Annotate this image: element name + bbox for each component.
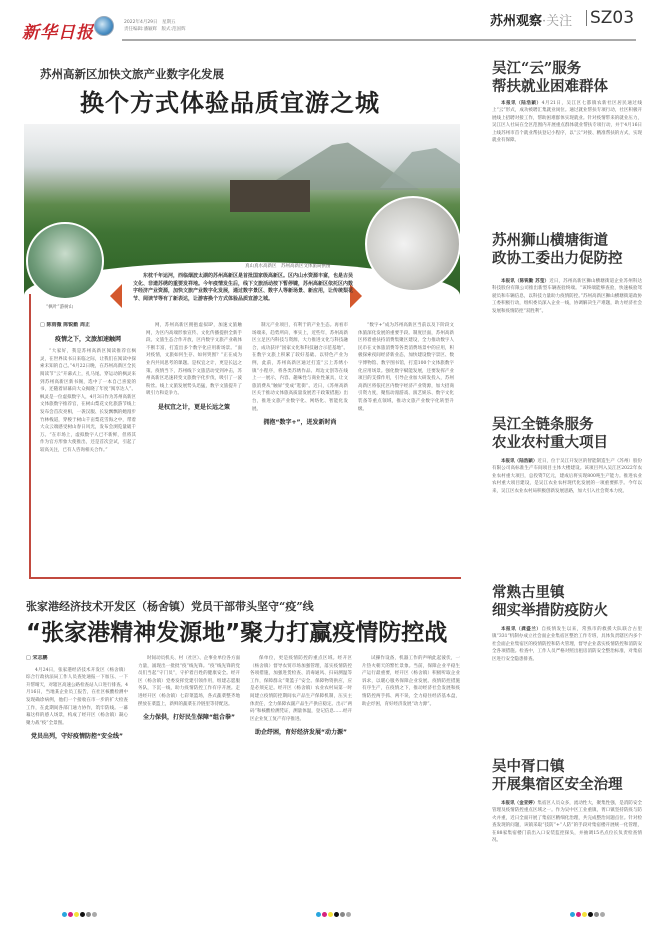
sidebar-headline [492, 584, 608, 620]
registration-dot [86, 912, 91, 917]
headline-line: 政协工委出力促防控 [492, 250, 623, 267]
article1-headline: 换个方式体验品质宜游之城 [80, 89, 380, 117]
headline-line: 农业农村重大项目 [492, 434, 608, 451]
registration-marks [316, 912, 351, 917]
article1-column-2 [146, 322, 242, 572]
story-byline: 本报讯（金亚婷） [501, 801, 538, 806]
article1-paragraph: “数字+”成为苏州高新区当前以及下阶段文体旅深化发展的重要手段。制度层面，苏州高新区将着重扶持消费集聚区建设，全力推动数字人民币在文体旅消费等各类消费场景中的应用，积极探索夜间经济新业态，加快建设数字景区、数字博物馆、数字图书馆，打造100个文体旅数字化应用场景。强化数字赋能发展，还要发挥产业项目的支撑作用，引导企业加大研发投入，苏州高新区将依托区内数字经济产业资源，加大招商引资力度，聚焦动漫游戏、演艺娱乐、数字文化装备等重点领域，推动文旅产业数字化转型升级。 [358, 323, 454, 412]
headline-line: 常熟古里镇 [492, 584, 565, 601]
section-name: 苏州观察 [490, 14, 543, 29]
masthead-rule [122, 39, 636, 41]
article1-kicker: 苏州高新区加快文旅产业数字化发展 [40, 67, 224, 81]
circle-photo-dancer [26, 222, 104, 300]
story-byline: 本报讯（陆浩颖） [501, 101, 542, 106]
registration-dot [570, 912, 575, 917]
article2-paragraph: 4月24日，张家港经济技术开发区（杨舍镇）综合行政执法局工作人员查处通报一下加压、一下升帮晴天，对辖区高速公路检查站人口进行排查。4月16日，当地某企业员工报告，在社区核酸检测中发现确诊病例，他们一个接收在市一步的扩大检查工作，在此期间各部门通力协作，筑牢防线。一幕幕这样的感人场景，构成了经开区（杨舍镇）凝心聚力战“疫”全景图。 [26, 667, 128, 726]
circle-photo-blossoms [365, 196, 461, 292]
headline-line: 帮扶就业困难群体 [492, 78, 608, 95]
sidebar-story-5 [492, 800, 642, 905]
date-line: 2022年4月29日 星期五 [124, 20, 176, 25]
registration-dot [576, 912, 581, 917]
article1-lede: 东枕千年运河，西临烟波太湖的苏州高新区是首批国家级高新区。区内山水资源丰富，也是古吴文化、非遗苏绣的重要发祥地。今年疫情发生后，线下文旅活动按下暂停键，苏州高新区依托区内数字经济产业资源，加快文旅产业数字化发展，通过数字景区、数字人等新场景、新应用，让传统梨花节、阅读节等有了新表达，让游客换个方式体验品质宜游之城。 [133, 273, 354, 302]
globe-icon [94, 16, 114, 36]
story-byline: 本报讯（龚盛兰） [501, 627, 542, 632]
registration-dot [346, 912, 351, 917]
registration-dot [316, 912, 321, 917]
article-border-left [29, 294, 31, 579]
registration-dot [92, 912, 97, 917]
sidebar-story-3 [492, 458, 642, 568]
story-byline: 本报讯（陈锐勤 苏莹） [501, 279, 550, 284]
article1-subhead: 拥抱“数字+”，迸发新时尚 [263, 419, 337, 427]
registration-dot [588, 912, 593, 917]
story-body: 4月21日，吴江区七都镇农新社区居民通过线上“云”形式，成功被聘汇集就业岗位。通过就业帮扶专项行动，社区积极开展线上招聘对接工作，帮助困难群体实现就业。针对疫情带来的就业压力，吴江区人社局在全区范围内开展重点群体就业帮扶专项行动，并于4月16日上线苏州市首个就业帮扶登记小程序，以“云”对接、精准帮扶的方式，实现就业有保障。 [492, 101, 642, 144]
article2-paragraph: 试操作设备，机器工作的声响此起彼伏，一片热火朝天的繁忙景象。当前，保障企业平稳生产运行最重要，经开区（杨舍镇）积极听取企业诉求，以暖心服务保障企业发展。疫情防控措施有序生产，在疫情之下，推动经济社会发展和疫情防控两手抓、两不误，全力稳住经济基本盘，助企纾困，育好经济发展“动力源”。 [362, 656, 460, 707]
headline-line: 开展集宿区安全治理 [492, 776, 623, 793]
sidebar-headline [492, 60, 608, 96]
registration-dot [68, 912, 73, 917]
photo-building [230, 180, 310, 212]
sidebar-story-2 [492, 278, 642, 398]
sidebar-headline [492, 232, 623, 268]
circle-photo-caption: “枫叶”游树山 [46, 305, 74, 310]
article2-kicker: 张家港经济技术开发区（杨舍镇）党员干部带头坚守“疫”线 [26, 600, 314, 613]
story-body: 近日，位于吴江开发区的智能制造生产（苏州）股份有限公司高标准生产车间项目主体大楼建设。该项目列入吴江区2022年农业农村重大项目，总投资7亿元，建成后将实现800吨生产能力。推进农业农村重大项目建设，是吴江农业农村现代化发展的一项重要抓手。今年以来，吴江区农业农村局积极创新发展思路，加大引入社会资本力度。 [492, 459, 642, 494]
section-title [490, 10, 572, 29]
article1-column-3 [252, 322, 348, 572]
article1-paragraph: 网，苏州高新区拥抱虚拟IP，加速文旅触网，为区内高端形象宣传、文化传播提供全新手段。文旅生态合作开放，区内数字文旅产业载体不断丰富，打造出多个数字化应用新场景。“面对疫情，文旅如何生存、如何突围？”正在成为业内共同思考的课题。是权宜之计，更是长远之策。疫情当下，苏州线下文旅活动受到冲击，苏州高新区迅速转变文旅数字化步伐，吸引了一波粉丝。线上文旅发展势头迅猛，数字文旅提升了吸引力和竞争力。 [146, 323, 242, 397]
registration-dot [80, 912, 85, 917]
article2-paragraph: 保单位，更是疫情防控的重点区域。经开区（杨舍镇）督导农贸市场加强管理，落实疫情防控各项措施，加强进货检查、消毒通风、扫码测温等工作，保障群众“菜篮子”安全。保障物资供应，应是必须充足。经开区（杨舍镇）农业农村局第一时间建立疫情防控期间农产品生产保障机制，压实主体责任，全力保障农副产品生产供应稳定。出示“两码”和核酸检测凭证，测量体温，登记信息……经开区企业复工复产有序推进。 [250, 656, 352, 722]
article1-subhead: 疫情之下，文旅加速触网 [54, 335, 121, 343]
story-body: 近日，苏州高新区狮山横塘街道企业苏州科达科技股份有限公司推出新型车辆查验终端。“该终端能够查验，快速核验驾驶员和车辆信息，以科技力量助力疫情防控。”苏州高新区狮山横塘街道政协工委积极行动，组织委员深入企业一线，协调解决生产难题，助力经济社会发展和疫情防控“双胜利”。 [492, 279, 642, 314]
registration-dot [74, 912, 79, 917]
sidebar-headline [492, 758, 623, 794]
photo-caption: 真山真水高新区 苏州高新区文体旅局供图 [245, 264, 331, 269]
registration-dot [600, 912, 605, 917]
article1-column-4 [358, 322, 454, 572]
page-number: SZ03 [590, 8, 635, 28]
newspaper-logo: 新华日报 [22, 23, 94, 43]
article2-subhead: 党员出列，守好疫情防控“安全线” [31, 733, 123, 741]
sidebar-story-1 [492, 100, 642, 210]
article2-column-2 [138, 655, 240, 920]
registration-dot [334, 912, 339, 917]
story-body: 集宿区人员众多，流动性大，聚集性强，是消防安全管理及疫情防控重点区域之一。作为吴中区工业重镇，胥口镇坚持防疫与防火并重，近日全面开展了集宿区精细化治理，共完成整治问题点位。针对检查发现的问题，该镇采取“技防”+“人防”的手段对集宿楼开展统一化管理，在88家集宿楼门前出入口安装监控探头，并抽调15名点位长负责检查情况。 [492, 801, 642, 844]
sidebar-story-4 [492, 626, 642, 741]
article-border-bottom [29, 577, 461, 579]
registration-dot [594, 912, 599, 917]
registration-dot [582, 912, 587, 917]
section-divider [586, 10, 587, 26]
article1-paragraph: 制元产业项目，有利于的产业生态。再看市场端来，趋势所向，事实上，近些年，苏州高新区立足区内科技与资源，大力推进文化与科技融合，成功获评“国家文化和科技融合示范基地”。在数字文旅上积累了较好基础。以特色产业为例，此前，苏州高新区通过打造“云上苏绣小镇”小程序，将各类苏绣作品、周边文创等在线上一一展示，内容、趣味性与商业性兼具，让文旅消费从“触屏”变成“逛街”。近日，《苏州高新区关于推动文体旅高质量发展若干政策措施》出台，推进文旅产业数字化、网络化、智能化发展。 [252, 323, 348, 412]
article2-column-4 [362, 655, 460, 920]
article2-paragraph: 时间动员机关、村（社区）、企事业单位各方面力量，涌现出一批批“疫”线先锋。“疫”线先锋的党员们当起“守门员”，守护着百姓的健康安全。经开区（杨舍镇）党委发挥党建引领作用，组建志愿服务队，下沉一线，助力疫情防控工作有序开展。走进经开区（杨舍镇）七彩菜篮场，各式蔬菜整齐地摆放在菜篮上，新鲜的蔬菜在冷链里等待配送。 [138, 656, 240, 707]
article1-byline: □ 陈雨薇 陈锐勤 周正 [40, 322, 90, 328]
article2-column-3 [250, 655, 352, 920]
registration-dot [328, 912, 333, 917]
section-subtitle: ·关注 [542, 14, 573, 29]
article2-column-1 [26, 655, 128, 920]
headline-line: 细实举措防疫防火 [492, 602, 608, 619]
headline-line: 吴中胥口镇 [492, 758, 565, 775]
editors-line: 责任编辑:潘颖辉 版式:范国辉 [124, 27, 186, 32]
arrow-left-icon [110, 284, 122, 308]
headline-line: 吴江“云”服务 [492, 60, 582, 77]
story-byline: 本报讯（陆浩颖） [501, 459, 538, 464]
article1-paragraph: “大家好，我是苏州高新区阅读推荐官枫灵，在世界读书日来临之际，让我们在阅读中探索未知的自己。”4月22日晚，在苏州高新区全民阅读节“云”开幕式上，扎马尾、穿运动的枫灵来到苏州高新区新书阁，选中了一本自己喜爱的书，还随着屏幕向大众揭晓了年度“阅享达人”。枫灵是一位虚拟数字人，4月3日作为苏州高新区文体旅数字推荐官，在树山梨花文化旅游节线上发布会首次亮相，一袭汉服、长发飘飘的她漫步竹林栈道，穿梭于树山千亩梨花雪海之中，带着大众云端感受树山春日风光，发布会浏览量破千万。“在市场上，虚拟数字人已不新鲜，但将其作为官方形象大使推出，还是首次尝试，引起了较高关注，已有人咨询相关合作。” [40, 349, 136, 453]
registration-dot [340, 912, 345, 917]
article2-subhead: 全力保供，打好民生保障“组合拳” [143, 714, 235, 722]
registration-marks [62, 912, 97, 917]
article1-subhead: 是权宜之计，更是长远之策 [157, 403, 230, 411]
headline-line: 吴江全链条服务 [492, 416, 594, 433]
article2-byline: □ 宋志鹏 [26, 655, 48, 661]
registration-marks [570, 912, 605, 917]
article2-headline: “张家港精神发源地”聚力打赢疫情防控战 [26, 620, 448, 646]
headline-line: 苏州狮山横塘街道 [492, 232, 608, 249]
registration-dot [322, 912, 327, 917]
registration-dot [62, 912, 67, 917]
article1-column-1 [40, 322, 136, 572]
sidebar-headline [492, 416, 608, 452]
issue-meta [124, 19, 186, 33]
story-body: 自疫情发生以来，常熟市的救援大队联合古里镇“331”机制办成立社会面企业集宿区整治工作专班，具体负责辖区内多个社会面企业集宿区的疫情防控和防火管理，督导企业落实疫情防控和消防安全各项措施。检查中，工作人员严格对照出租房消防安全整治标准，对集宿区进行安全隐患排查。 [492, 627, 642, 662]
article2-subhead: 助企纾困，育好经济发展“动力源” [255, 729, 347, 737]
